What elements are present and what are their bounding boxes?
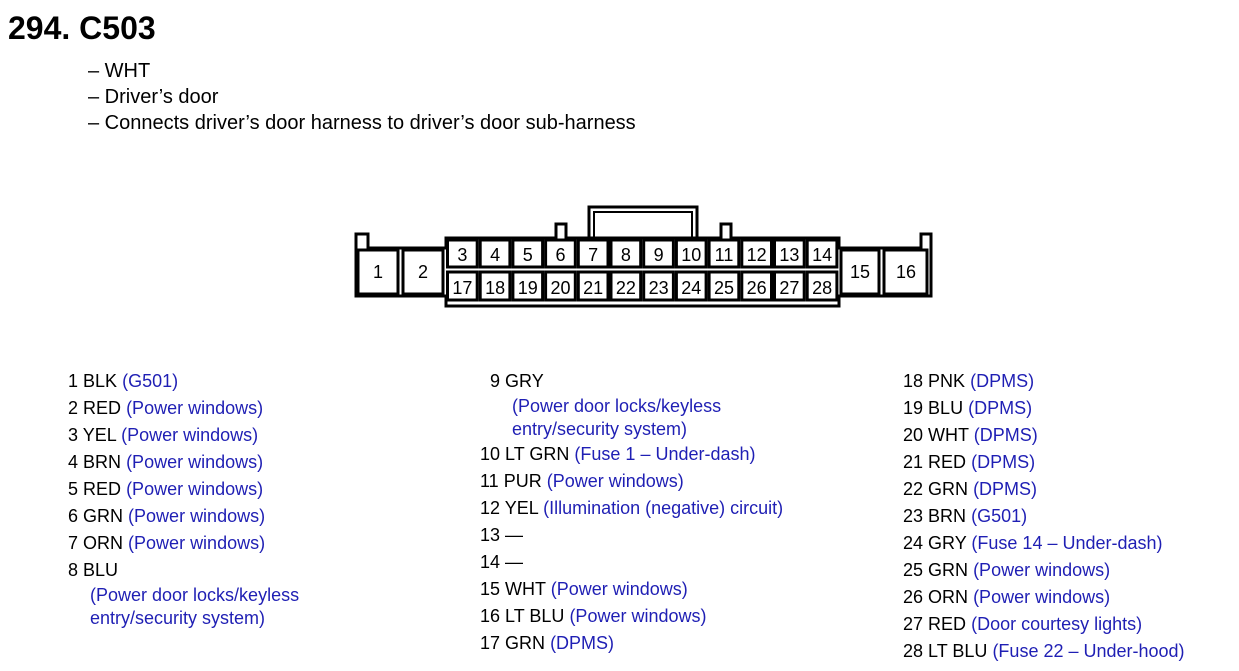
pin-entry: 14 — [480,552,524,572]
pin-entry: 22 GRN (DPMS) [903,479,1038,499]
pin-entry: 5 RED (Power windows) [68,479,264,499]
pin-entry: 15 WHT (Power windows) [480,579,688,599]
pin-label-1: 1 [372,262,384,282]
pin-entry: 26 ORN (Power windows) [903,587,1111,607]
pin-entry: 12 YEL (Illumination (negative) circuit) [480,498,784,518]
pin-entry: 13 — [480,525,524,545]
pin-label-27: 27 [779,278,800,298]
pin-label-19: 19 [517,278,538,298]
pin-entry: 2 RED (Power windows) [68,398,264,418]
pin-list-col2 [480,368,783,657]
pin-label-23: 23 [648,278,669,298]
detail-connection: – Connects driver’s door harness to driver’s door sub-harness [88,112,636,134]
pin-label-21: 21 [583,278,604,298]
pin-label-14: 14 [812,245,833,265]
pin-entry: 11 PUR (Power windows) [480,471,684,491]
detail-location: – Driver’s door [88,86,219,108]
pin-label-2: 2 [417,262,429,282]
pin-entry: 16 LT BLU (Power windows) [480,606,707,626]
pin-entry: 10 LT GRN (Fuse 1 – Under-dash) [480,444,756,464]
pin-entry: 17 GRN (DPMS) [480,633,615,653]
pin-label-22: 22 [615,278,636,298]
pin-label-15: 15 [849,262,871,282]
pin-entry: 19 BLU (DPMS) [903,398,1033,418]
pin-label-26: 26 [746,278,767,298]
pin-list-col1 [68,368,299,630]
pin-label-18: 18 [485,278,506,298]
pin-entry: 20 WHT (DPMS) [903,425,1038,445]
pin-entry: 27 RED (Door courtesy lights) [903,614,1143,634]
pin-label-8: 8 [620,245,631,265]
pin-entry: 8 BLU (Power door locks/keyless entry/security system) [68,560,300,628]
pin-label-13: 13 [779,245,800,265]
pin-entry: 4 BRN (Power windows) [68,452,264,472]
pin-entry: 9 GRY (Power door locks/keyless entry/security system) [490,371,722,439]
pin-label-4: 4 [490,245,501,265]
pin-entry: 3 YEL (Power windows) [68,425,259,445]
pin-entry: 18 PNK (DPMS) [903,371,1035,391]
pin-label-25: 25 [713,278,735,298]
pin-label-6: 6 [555,245,566,265]
pin-label-28: 28 [812,278,833,298]
pin-entry: 25 GRN (Power windows) [903,560,1111,580]
pin-label-10: 10 [681,245,702,265]
pin-entry: 28 LT BLU (Fuse 22 – Under-hood) [903,641,1185,661]
pin-entry: 6 GRN (Power windows) [68,506,266,526]
pin-label-9: 9 [653,245,664,265]
pin-label-12: 12 [746,245,767,265]
pin-entry: 24 GRY (Fuse 14 – Under-dash) [903,533,1163,553]
pin-label-17: 17 [452,278,473,298]
pin-list-col3 [903,368,1185,665]
pin-entry: 23 BRN (G501) [903,506,1028,526]
pin-label-24: 24 [681,278,702,298]
pin-label-7: 7 [588,245,599,265]
pin-entry: 21 RED (DPMS) [903,452,1036,472]
pin-label-5: 5 [522,245,533,265]
pin-label-16: 16 [895,262,917,282]
pin-entry: 7 ORN (Power windows) [68,533,266,553]
pin-label-11: 11 [714,245,734,265]
page-title: 294. C503 [8,10,156,46]
pin-entry: 1 BLK (G501) [68,371,179,391]
pin-label-3: 3 [457,245,468,265]
detail-color: – WHT [88,60,151,82]
pin-label-20: 20 [550,278,571,298]
